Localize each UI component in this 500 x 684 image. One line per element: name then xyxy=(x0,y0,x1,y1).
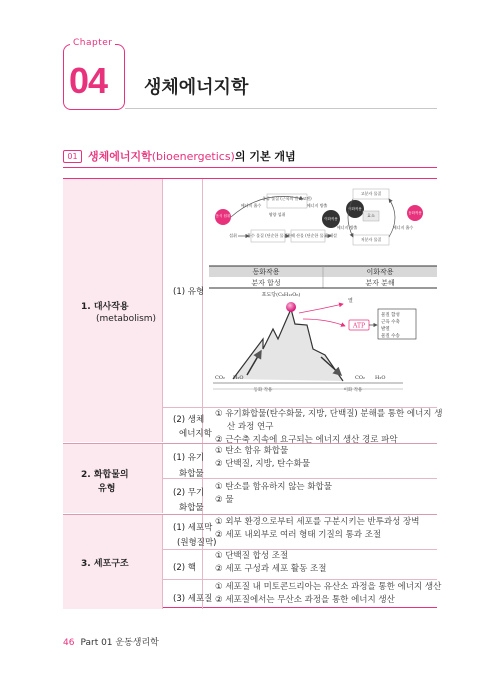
chapter-title: 생체에너지학 xyxy=(144,77,249,98)
category-compounds xyxy=(63,443,163,513)
page-footer xyxy=(63,635,159,648)
nutrition-label: 영양 섭취 xyxy=(268,212,286,217)
sub-label-membrane-1: (1) 세포막 xyxy=(173,523,213,533)
atp-use-2: 근육 수축 xyxy=(381,320,400,325)
divider xyxy=(163,478,437,479)
excrete-label: 배설 xyxy=(329,233,337,238)
chapter-number: 04 xyxy=(69,60,108,101)
page-number: 46 xyxy=(63,638,75,648)
category-cell-structure xyxy=(63,514,163,609)
anabolism-axis-label: 동화 작용 xyxy=(253,388,273,393)
micromolecule-label: 저분자 물질 xyxy=(360,237,382,242)
category-metabolism xyxy=(63,179,163,442)
catabolism-right-label: 이화작용 xyxy=(348,207,362,211)
anabolism-catabolism-table xyxy=(209,266,437,288)
section-rule xyxy=(63,167,437,168)
desc-line: ① 탄소를 함유하지 않는 화합물 xyxy=(215,482,332,492)
compare-header-anabolism: 동화작용 xyxy=(252,268,280,276)
category-label: 3. 세포구조 xyxy=(81,559,129,569)
section-title xyxy=(88,148,296,164)
absorbed-matter-label: 흡수 물질 (단순한 물질) xyxy=(247,233,289,238)
chapter-rule xyxy=(125,108,437,109)
desc-bioenergetics xyxy=(215,408,442,448)
desc-line: ① 단백질 합성 조절 xyxy=(215,551,289,561)
desc-inorganic xyxy=(215,481,332,507)
sub-label-membrane-2: (원형질막) xyxy=(177,538,217,548)
concept-table xyxy=(63,178,443,608)
chapter-word: Chapter xyxy=(70,38,115,48)
desc-line: 산 과정 연구 xyxy=(227,422,274,433)
atp-label: ATP xyxy=(352,322,366,330)
catabolism-left-label: 이화작용 xyxy=(324,217,338,221)
divider xyxy=(163,579,437,580)
co2-left: CO₂ xyxy=(215,375,225,381)
h2o-left: H₂O xyxy=(233,375,244,381)
desc-membrane xyxy=(215,516,419,542)
desc-line: ② 단백질, 지방, 탄수화물 xyxy=(215,459,311,470)
compare-value-catabolism: 분자 분해 xyxy=(365,279,395,287)
co2-right: CO₂ xyxy=(355,375,365,381)
atp-use-3: 발열 xyxy=(381,327,390,332)
desc-line: ① 탄소 함유 화합물 xyxy=(215,446,289,456)
glucose-label: 포도당(C₆H₁₂O₆) xyxy=(261,292,301,298)
desc-organic xyxy=(215,445,310,471)
desc-line: ① 외부 환경으로부터 세포를 구분시키는 반투과성 장벽 xyxy=(215,517,420,527)
sub-label-organic-1: (1) 유기 xyxy=(173,453,205,463)
sub-label-type: (1) 유형 xyxy=(173,287,205,297)
food-intake-label: 음식 섭취 xyxy=(215,214,231,218)
compare-header-catabolism: 이화작용 xyxy=(366,268,394,276)
part-title: Part 01 운동생리학 xyxy=(80,638,159,648)
desc-cytoplasm xyxy=(215,581,441,607)
section-title-ko: 생체에너지학 xyxy=(88,150,152,163)
section-title-en: (bioenergetics) xyxy=(151,150,235,163)
ingest-label: 섭취 xyxy=(229,233,237,238)
compare-value-anabolism: 분자 합성 xyxy=(251,279,281,287)
energy-release-right-label: 에너지 방출 xyxy=(336,225,358,230)
section-title-suffix: 의 기본 개념 xyxy=(234,150,296,163)
category-label-2: 유형 xyxy=(98,484,116,494)
sub-label-inorganic-2: 화합물 xyxy=(179,503,204,513)
section-number: 01 xyxy=(63,150,82,163)
desc-line: ② 세포질에서는 무산소 과정을 통한 에너지 생산 xyxy=(215,595,395,606)
stored-matter-label: 종류 물질 (근육의 글리코겐) xyxy=(262,196,312,201)
h2o-right: H₂O xyxy=(375,375,386,381)
desc-line: ② 세포 내외부로 여러 형태 기질의 통과 조절 xyxy=(215,530,382,541)
glucose-ball xyxy=(286,302,296,312)
atp-use-4: 물질 수송 xyxy=(381,334,400,339)
category-label: 2. 화합물의 xyxy=(81,470,129,480)
desc-line: ① 세포질 내 미토콘드리아는 유산소 과정을 통한 에너지 생산 xyxy=(215,582,442,592)
desc-line: ① 유기화합물(탄수화물, 지방, 단백질) 분해를 통한 에너지 생 xyxy=(215,409,443,419)
sub-label-nucleus: (2) 핵 xyxy=(173,563,196,573)
anabolism-label: 동화작용 xyxy=(408,211,422,215)
category-label: 1. 대사작용 xyxy=(81,302,129,312)
macromolecule-label: 고분자 물질 xyxy=(360,191,382,196)
heat-label: 열 xyxy=(348,298,353,304)
desc-line: ② 근수축 지속에 요구되는 에너지 생산 경로 파악 xyxy=(215,435,398,446)
atp-use-1: 물질 합성 xyxy=(381,313,400,318)
sub-column xyxy=(163,179,217,609)
energy-absorb-label: 에너지 흡수 xyxy=(240,203,262,208)
catabolism-axis-label: 이화 작용 xyxy=(343,388,363,393)
desc-nucleus xyxy=(215,550,326,576)
energy-release-label: 에너지 방출 xyxy=(306,203,328,208)
sub-label-organic-2: 화합물 xyxy=(179,469,204,479)
sub-label-inorganic-1: (2) 무기 xyxy=(173,488,205,498)
sub-label-bioenergetics-2: 에너지학 xyxy=(179,429,212,439)
metabolism-cycle xyxy=(215,189,423,245)
breakdown-product-label: 분해 산물 (단순한 물질) xyxy=(287,233,329,238)
enzyme-label: 효소 xyxy=(367,213,375,218)
desc-line: ② 물 xyxy=(215,495,234,506)
desc-line: ② 세포 구성과 세포 활동 조절 xyxy=(215,564,327,575)
divider xyxy=(63,514,437,515)
sub-label-bioenergetics-1: (2) 생체 xyxy=(173,415,205,425)
energy-graph xyxy=(213,291,416,393)
energy-absorb-right-label: 에너지 흡수 xyxy=(392,225,414,230)
metabolism-figure xyxy=(203,179,437,407)
sub-label-cytoplasm: (3) 세포질 xyxy=(173,594,213,604)
category-sublabel: (metabolism) xyxy=(96,314,157,324)
